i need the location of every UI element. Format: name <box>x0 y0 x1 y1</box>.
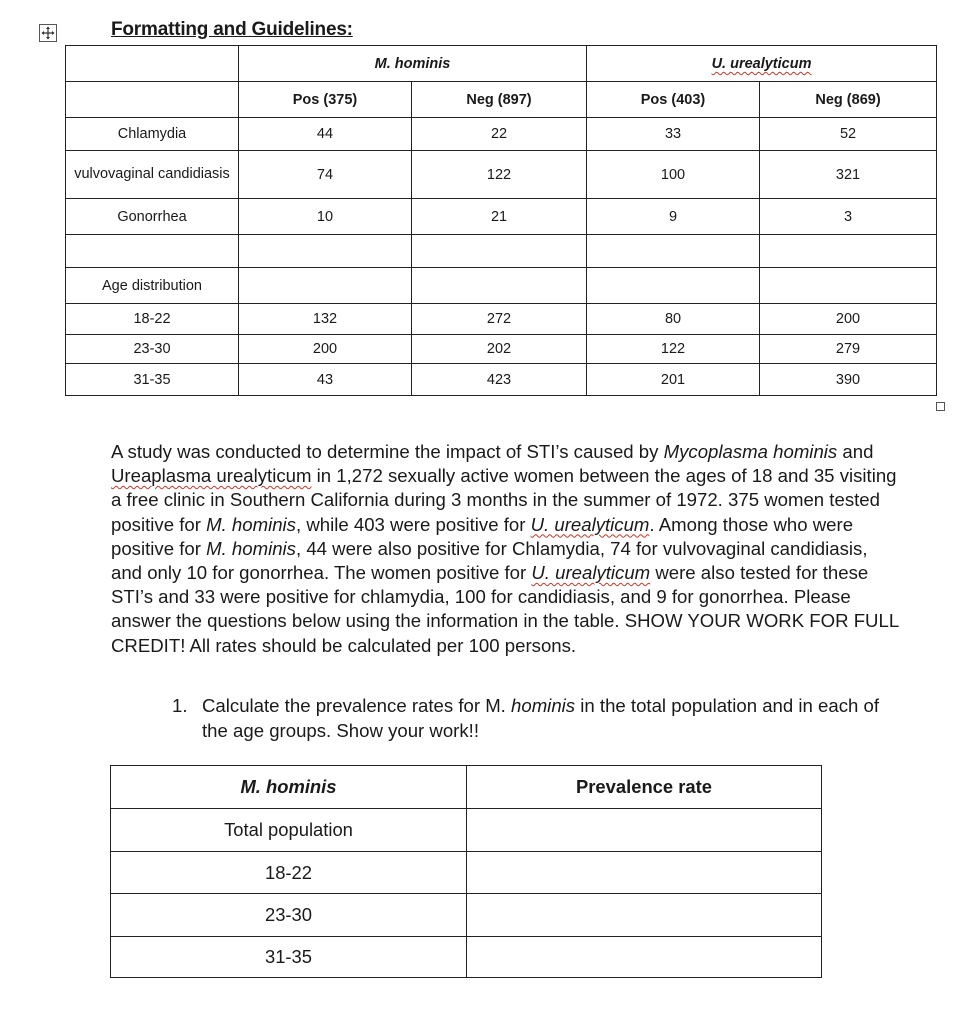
text-span: A study was conducted to determine the impact of STI’s caused by <box>111 441 664 462</box>
table-cell[interactable]: 202 <box>412 335 587 364</box>
answer-cell[interactable] <box>467 809 822 852</box>
text-span: Ureaplasma urealyticum <box>111 465 312 487</box>
table-row <box>66 364 937 396</box>
table-cell[interactable]: 423 <box>412 364 587 396</box>
table-cell[interactable]: 21 <box>412 199 587 235</box>
table-cell[interactable]: 201 <box>587 364 760 396</box>
table-cell[interactable] <box>587 235 760 268</box>
group-header-u-urealyticum[interactable] <box>587 46 937 82</box>
subheader-m-pos[interactable]: Pos (375) <box>239 82 412 118</box>
table-row <box>111 852 822 894</box>
row-label[interactable]: 31-35 <box>66 364 239 396</box>
table-cell[interactable]: 22 <box>412 118 587 151</box>
table-cell[interactable]: 44 <box>239 118 412 151</box>
table-row <box>66 304 937 335</box>
row-label[interactable]: 31-35 <box>111 937 467 978</box>
table-cell[interactable]: 390 <box>760 364 937 396</box>
question-number: 1. <box>172 695 188 716</box>
table-cell[interactable]: 200 <box>239 335 412 364</box>
table-cell[interactable]: 132 <box>239 304 412 335</box>
table-cell[interactable] <box>587 268 760 304</box>
text-span: , while 403 were positive for <box>295 513 531 535</box>
group-header-u-urealyticum-text: U. urealyticum <box>711 56 812 72</box>
answer-cell[interactable] <box>467 937 822 978</box>
text-span: Mycoplasma hominis <box>663 441 838 462</box>
row-label[interactable]: 23-30 <box>111 894 467 937</box>
subheader-u-pos[interactable]: Pos (403) <box>587 82 760 118</box>
prevalence-answer-table <box>110 765 822 978</box>
table-cell[interactable]: 122 <box>587 335 760 364</box>
table-cell[interactable] <box>66 46 239 82</box>
text-span: , 44 were also positive for Chlamydia, 74 for vulvovaginal candidiasis, and only 10 for gonorrhea. The women positive for <box>111 537 868 584</box>
table-row <box>66 46 937 82</box>
study-description <box>111 440 901 658</box>
question-text <box>202 693 892 743</box>
table-cell[interactable] <box>760 268 937 304</box>
table-row <box>66 235 937 268</box>
subheader-m-neg[interactable]: Neg (897) <box>412 82 587 118</box>
answer-cell[interactable] <box>467 894 822 937</box>
row-label[interactable] <box>66 235 239 268</box>
table-row <box>66 118 937 151</box>
table-row <box>66 82 937 118</box>
row-label[interactable]: Total population <box>111 809 467 852</box>
row-label[interactable]: Chlamydia <box>66 118 239 151</box>
table-resize-handle-icon[interactable] <box>936 402 945 411</box>
table-cell[interactable] <box>760 235 937 268</box>
text-span: in the total population and in each of the age groups. Show your work!! <box>202 695 880 741</box>
row-label[interactable]: 18-22 <box>111 852 467 894</box>
table-cell[interactable]: 9 <box>587 199 760 235</box>
text-span: in 1,272 sexually active women between the ages of 18 and 35 visiting a free clinic in Southern California during 3 months in the summer of 1972. 375 women tested positive for <box>111 465 897 535</box>
table-cell[interactable] <box>412 235 587 268</box>
table-cell[interactable]: 200 <box>760 304 937 335</box>
table-cell[interactable]: 33 <box>587 118 760 151</box>
text-span: Calculate the prevalence rates for M. <box>202 695 512 716</box>
table-cell[interactable]: 272 <box>412 304 587 335</box>
table-cell[interactable]: 80 <box>587 304 760 335</box>
table-row <box>66 335 937 364</box>
row-label[interactable]: 18-22 <box>66 304 239 335</box>
text-span: U. urealyticum <box>530 513 650 535</box>
table-cell[interactable]: 3 <box>760 199 937 235</box>
row-label[interactable]: Gonorrhea <box>66 199 239 235</box>
table-cell[interactable]: 100 <box>587 151 760 199</box>
table-cell[interactable]: 43 <box>239 364 412 396</box>
section-heading: Formatting and Guidelines: <box>111 19 353 40</box>
table-cell[interactable] <box>66 82 239 118</box>
group-header-m-hominis[interactable]: M. hominis <box>239 46 587 82</box>
row-label[interactable]: Age distribution <box>66 268 239 304</box>
table-cell[interactable]: 52 <box>760 118 937 151</box>
row-label[interactable]: vulvovaginal candidiasis <box>66 151 239 199</box>
table-row <box>111 894 822 937</box>
table-cell[interactable]: 279 <box>760 335 937 364</box>
table-cell[interactable]: 122 <box>412 151 587 199</box>
table-row <box>111 766 822 809</box>
table-row <box>66 199 937 235</box>
table-cell[interactable]: 74 <box>239 151 412 199</box>
text-span: M. hominis <box>206 513 296 535</box>
text-span: . Among those who were positive for <box>111 513 854 559</box>
table-cell[interactable] <box>412 268 587 304</box>
sti-data-table <box>65 45 937 396</box>
table-move-handle-icon[interactable] <box>39 24 57 42</box>
text-span: M. hominis <box>206 537 296 559</box>
text-span: and <box>837 441 874 462</box>
subheader-u-neg[interactable]: Neg (869) <box>760 82 937 118</box>
table-row <box>66 268 937 304</box>
row-label[interactable]: 23-30 <box>66 335 239 364</box>
table-cell[interactable] <box>239 268 412 304</box>
table-row <box>111 937 822 978</box>
table-cell[interactable]: 10 <box>239 199 412 235</box>
text-span: hominis <box>511 695 576 716</box>
table-cell[interactable]: 321 <box>760 151 937 199</box>
table-row <box>111 809 822 852</box>
answer-cell[interactable] <box>467 852 822 894</box>
text-span: were also tested for these STI’s and 33 were positive for chlamydia, 100 for candidiasis, and 9 for gonorrhea. Please answer the questions below using the information in the table. SHOW YOUR WORK FOR FULL CREDIT! All rates should be calculated per 100 persons. <box>111 562 899 656</box>
question-1 <box>172 693 892 743</box>
answer-header-m-hominis[interactable]: M. hominis <box>111 766 467 809</box>
table-row <box>66 151 937 199</box>
text-span: U. urealyticum <box>531 562 651 584</box>
table-cell[interactable] <box>239 235 412 268</box>
answer-header-prevalence-rate[interactable]: Prevalence rate <box>467 766 822 809</box>
